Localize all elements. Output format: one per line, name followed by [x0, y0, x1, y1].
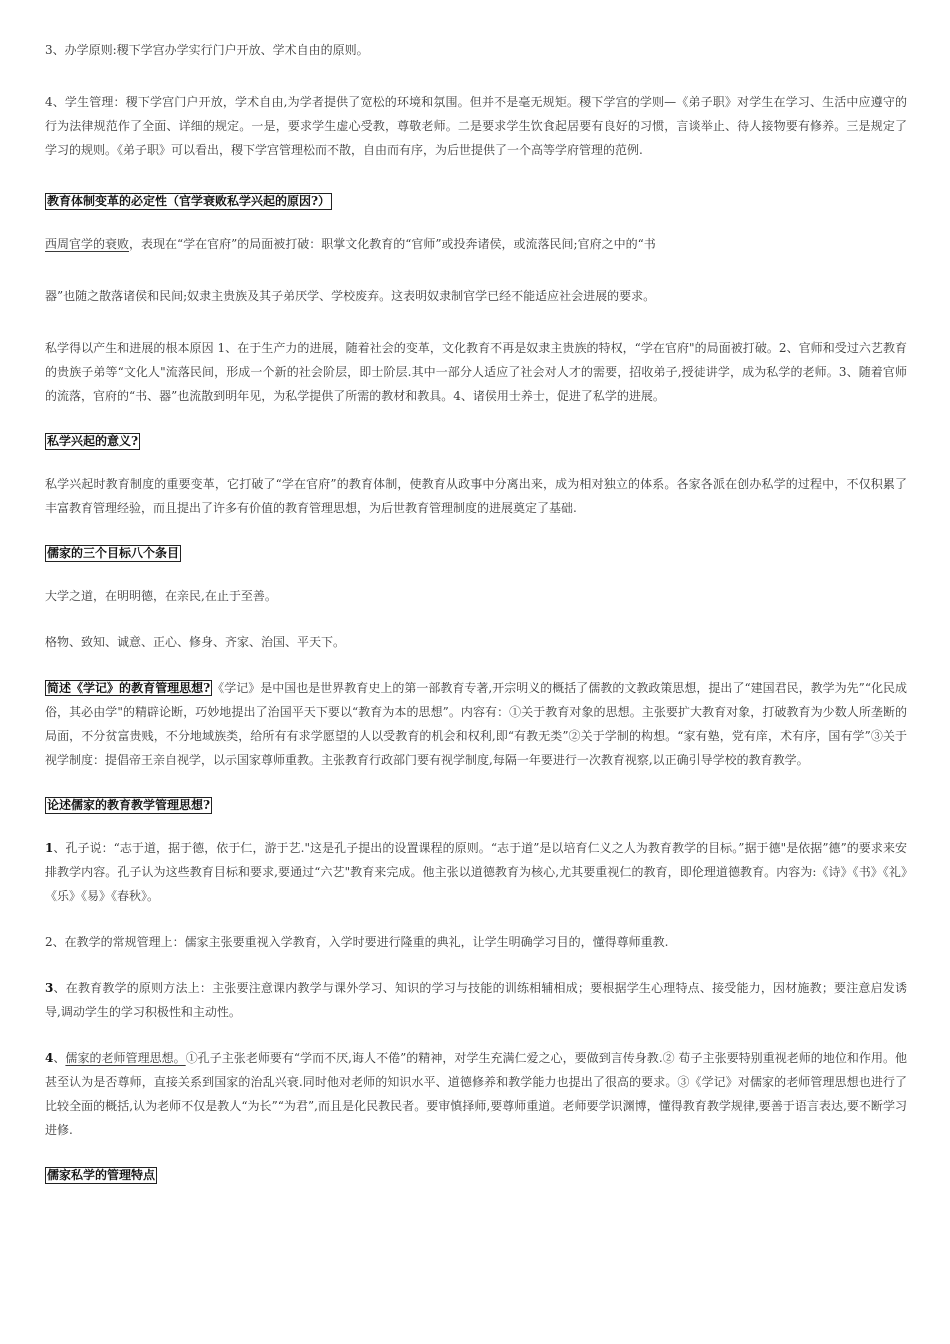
item-number: 4 — [45, 1051, 54, 1065]
paragraph-private-school-significance: 私学兴起时教育制度的重要变革，它打破了“学在官府”的教育体制，使教育从政事中分离出来，成为相对独立的体系。各家各派在创办私学的过程中，不仅积累了丰富教育管理经验，而且提出了许多有价值的教育管理思想，为后世教育管理制度的进展奠定了基础. — [45, 477, 907, 515]
underlined-phrase-teacher-management: 儒家的老师管理思想。 — [65, 1051, 186, 1065]
item-number: 1 — [45, 841, 54, 855]
underlined-phrase-official-school-decline: 西周官学的衰败 — [45, 237, 130, 251]
heading-confucian-goals: 儒家的三个目标八个条目 — [47, 546, 180, 560]
paragraph-routine-management: 2、在教学的常规管理上：儒家主张要重视入学教育，入学时要进行隆重的典礼，让学生明确学习目的，懂得尊师重教. — [45, 935, 669, 949]
paragraph-student-management: 4、学生管理：稷下学宫门户开放，学术自由,为学者提供了宽松的环境和氛围。但并不是毫无规矩。稷下学宫的学则—《弟子职》对学生在学习、生活中应遵守的行为法律规范作了全面、详细的规定。一是，要求学生虚心受教，尊敬老师。二是要求学生饮食起居要有良好的习惯，言谈举止、待人接物要有修养。三是规定了学习的规则。《弟子职》可以看出，稷下学宫管理松而不散，自由而有序，为后世提供了一个高等学府管理的范例. — [45, 95, 907, 157]
item-number: 3 — [45, 981, 54, 995]
paragraph-slavery-school-decline: 器”也随之散落诸侯和民间;奴隶主贵族及其子弟厌学、学校废弃。这表明奴隶制官学已经不能适应社会进展的要求。 — [45, 289, 656, 303]
paragraph-eight-items: 格物、致知、诚意、正心、修身、齐家、治国、平天下。 — [45, 635, 346, 649]
paragraph-private-school-causes: 私学得以产生和进展的根本原因 1、在于生产力的进展，随着社会的变革，文化教育不再是奴隶主贵族的特权，“学在官府"的局面被打破。2、官师和受过六艺教育的贵族子弟等“文化人"流落民间，形成一个新的社会阶层，即士阶层.其中一部分人适应了社会对人才的需要，招收弟子,授徒讲学，成为私学的老师。3、随着官师的流落，官府的“书、器”也流散到明年见，为私学提供了所需的教材和教具。4、诸侯用士养士，促进了私学的进展。 — [45, 341, 907, 403]
paragraph-official-school-decline — [45, 232, 907, 256]
text-xueji: 《学记》是中国也是世界教育史上的第一部教育专著,开宗明义的概括了儒教的文教政策思想，提出了“建国君民，教学为先”“化民成俗，其必由学"的精辟论断，巧妙地提出了治国平天下要以“教育为本的思想”。内容有：①关于教育对象的思想。主张要扩大教育对象，打破教育为少数人所垄断的局面，不分贫富贵贱，不分地域族类，给所有有求学愿望的人以受教育的机会和权利,即“有教无类”②关于学制的构想。“家有塾，党有庠，术有序，国有学”③关于视学制度：提倡帝王亲自视学，以示国家尊师重教。主张教育行政部门要有视学制度,每隔一年要进行一次教育视察,以正确引导学校的教育教学。 — [45, 681, 907, 767]
heading-education-reform: 教育体制变革的必定性（官学衰败私学兴起的原因?） — [47, 194, 331, 208]
paragraph-teacher-management — [45, 1046, 907, 1142]
paragraph-great-learning: 大学之道，在明明德，在亲民,在止于至善。 — [45, 589, 277, 603]
text-teacher-management: ①孔子主张老师要有“学而不厌,诲人不倦”的精神，对学生充满仁爱之心，要做到言传身教.② 荀子主张要特别重视老师的地位和作用。他甚至认为是否尊师，直接关系到国家的治乱兴衰.同时他对老师的知识水平、道德修养和教学能力也提出了很高的要求。③《学记》对儒家的老师管理思想也进行了比较全面的概括,认为老师不仅是教人“为长”“为君”,而且是化民教民者。要审慎择师,要尊师重道。老师要学识渊博，懂得教育教学规律,要善于语言表达,要不断学习进修. — [45, 1051, 907, 1137]
paragraph-confucius-curriculum — [45, 836, 907, 908]
heading-xueji: 简述《学记》的教育管理思想? — [47, 681, 211, 695]
heading-private-school-significance: 私学兴起的意义? — [47, 434, 139, 448]
text-official-school-decline: ，表现在“学在官府”的局面被打破：职掌文化教育的“官师”或投奔诸侯，或流落民间;官府之中的“书 — [129, 237, 656, 251]
text-confucius-curriculum: 、孔子说：“志于道，据于德，依于仁，游于艺."这是孔子提出的设置课程的原则。“志于道”是以培育仁义之人为教育教学的目标。”据于德"是依据”德”的要求来安排教学内容。孔子认为这些教育目标和要求,要通过“六艺"教育来完成。他主张以道德教育为核心,尤其要重视仁的教育，即伦理道德教育。内容为:《诗》《书》《礼》《乐》《易》《春秋》。 — [45, 841, 907, 903]
paragraph-xueji — [45, 676, 907, 772]
heading-confucian-private-school: 儒家私学的管理特点 — [47, 1168, 156, 1182]
document-page — [45, 38, 907, 1184]
paragraph-school-principle: 3、办学原则:稷下学宫办学实行门户开放、学术自由的原则。 — [45, 43, 369, 57]
item-separator: 、 — [53, 1051, 66, 1065]
paragraph-teaching-principles — [45, 976, 907, 1024]
text-teaching-principles: 、在教育教学的原则方法上：主张要注意课内教学与课外学习、知识的学习与技能的训练相辅相成；要根据学生心理特点、接受能力，因材施教；要注意启发诱导,调动学生的学习积极性和主动性。 — [45, 981, 907, 1019]
heading-confucian-teaching-management: 论述儒家的教育教学管理思想? — [47, 798, 211, 812]
